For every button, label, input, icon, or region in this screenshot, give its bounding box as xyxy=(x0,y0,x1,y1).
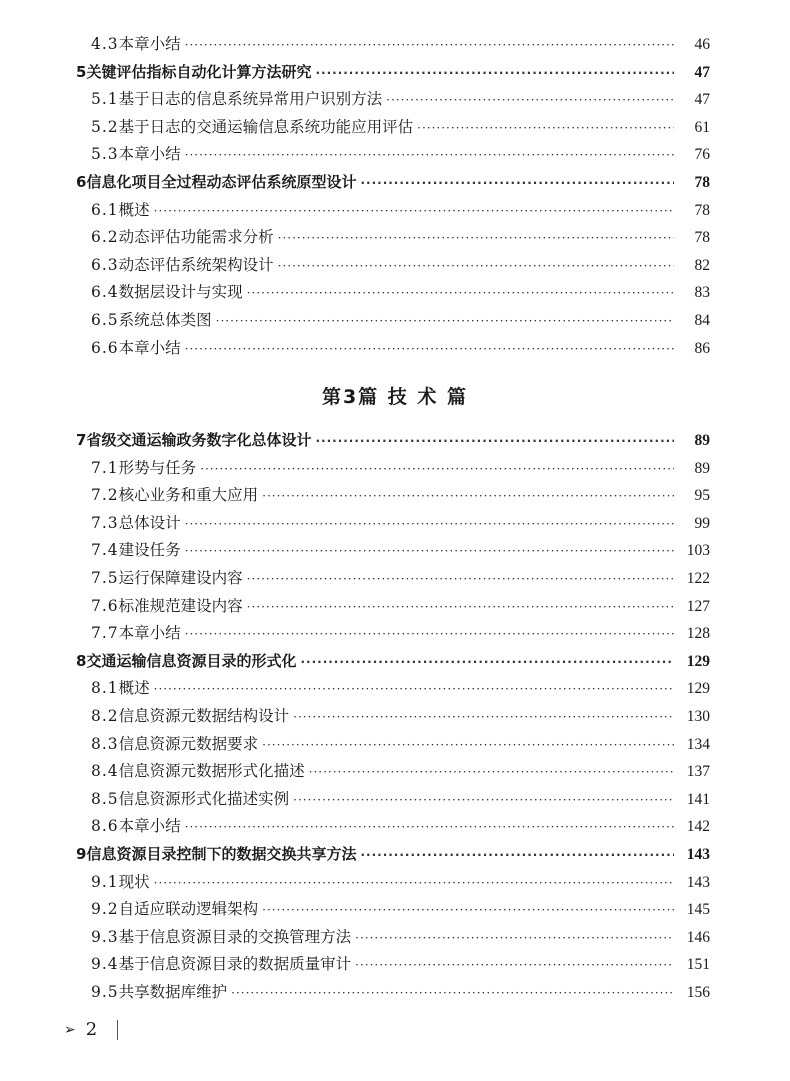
toc-entry-number: 7.1 xyxy=(91,458,119,477)
toc-section-entry[interactable] xyxy=(76,593,710,621)
folio-divider xyxy=(117,1020,118,1040)
toc-entry-number: 6 xyxy=(76,172,87,191)
dot-leader xyxy=(185,32,674,60)
toc-entry-page: 122 xyxy=(686,569,710,587)
toc-section-entry[interactable] xyxy=(76,307,710,335)
toc-entry-page: 89 xyxy=(694,432,710,449)
toc-entry-page: 141 xyxy=(686,790,710,808)
toc-entry-page: 78 xyxy=(694,229,710,247)
toc-entry-title: 标准规范建设内容 xyxy=(118,596,243,615)
toc-entry-number: 7.3 xyxy=(91,513,119,532)
toc-section-entry[interactable] xyxy=(76,114,710,142)
dot-leader xyxy=(185,511,674,539)
toc-entry-number: 7.2 xyxy=(91,486,119,505)
toc-entry-page: 127 xyxy=(686,597,710,615)
toc-section-entry[interactable] xyxy=(76,620,710,648)
toc-entry-title: 交通运输信息资源目录的形式化 xyxy=(86,651,297,670)
toc-entry-page: 84 xyxy=(694,311,710,329)
toc-entry-title: 现状 xyxy=(118,872,150,891)
toc-entry-number: 4.3 xyxy=(91,35,119,53)
toc-section-entry[interactable] xyxy=(76,455,710,483)
toc-entry-number: 8 xyxy=(76,651,87,670)
toc-entry-number: 9.5 xyxy=(91,982,119,1001)
toc-bottom-block xyxy=(76,427,710,1006)
dot-leader xyxy=(247,566,674,594)
toc-entry-title: 运行保障建设内容 xyxy=(118,568,243,587)
toc-entry-number: 9.1 xyxy=(91,872,119,891)
toc-section-entry[interactable] xyxy=(76,731,710,759)
toc-entry-number: 5.2 xyxy=(91,117,119,136)
toc-entry-number: 7.7 xyxy=(91,624,119,643)
toc-entry-number: 6.4 xyxy=(91,283,119,302)
toc-section-entry[interactable] xyxy=(76,197,710,225)
toc-entry-page: 130 xyxy=(686,707,710,725)
toc-entry-page: 143 xyxy=(686,845,710,863)
toc-entry-title: 概述 xyxy=(118,200,150,219)
toc-entry-page: 95 xyxy=(694,487,710,505)
toc-entry-number: 6.6 xyxy=(91,338,119,357)
toc-section-entry[interactable] xyxy=(76,510,710,538)
dot-leader xyxy=(185,621,674,649)
toc-entry-number: 5 xyxy=(76,62,87,81)
toc-entry-title: 信息资源形式化描述实例 xyxy=(118,789,290,808)
toc-chapter-entry[interactable] xyxy=(76,648,710,676)
toc-entry-title: 本章小结 xyxy=(118,624,181,643)
toc-section-entry[interactable] xyxy=(76,758,710,786)
toc-entry-title: 共享数据库维护 xyxy=(118,982,228,1001)
toc-entry-title: 基于信息资源目录的数据质量审计 xyxy=(118,955,352,974)
dot-leader xyxy=(278,225,674,253)
dot-leader xyxy=(216,308,674,336)
dot-leader xyxy=(154,870,674,898)
folio-page-number: 2 xyxy=(85,1019,98,1040)
toc-entry-title: 本章小结 xyxy=(118,35,181,53)
toc-entry-title: 信息资源元数据形式化描述 xyxy=(118,762,305,781)
toc-section-entry[interactable] xyxy=(76,675,710,703)
dot-leader xyxy=(200,456,674,484)
dot-leader xyxy=(247,280,674,308)
toc-entry-title: 信息化项目全过程动态评估系统原型设计 xyxy=(86,172,357,191)
toc-entry-title: 概述 xyxy=(118,679,150,698)
toc-entry-number: 8.2 xyxy=(91,706,119,725)
toc-entry-number: 6.2 xyxy=(91,228,119,247)
toc-chapter-entry[interactable] xyxy=(76,841,710,869)
toc-entry-page: 151 xyxy=(686,956,710,974)
toc-section-entry[interactable] xyxy=(76,31,710,59)
toc-entry-title: 系统总体类图 xyxy=(118,310,212,329)
toc-entry-page: 46 xyxy=(694,36,710,53)
toc-section-entry[interactable] xyxy=(76,869,710,897)
toc-entry-number: 9.2 xyxy=(91,900,119,919)
toc-chapter-entry[interactable] xyxy=(76,59,710,87)
toc-entry-title: 形势与任务 xyxy=(118,458,197,477)
toc-entry-page: 145 xyxy=(686,901,710,919)
dot-leader xyxy=(386,87,674,115)
dot-leader xyxy=(154,198,674,226)
dot-leader xyxy=(185,538,674,566)
toc-entry-page: 99 xyxy=(694,514,710,532)
toc-section-entry[interactable] xyxy=(76,141,710,169)
toc-entry-title: 本章小结 xyxy=(118,817,181,836)
toc-entry-number: 8.4 xyxy=(91,762,119,781)
toc-entry-page: 143 xyxy=(686,873,710,891)
toc-entry-title: 本章小结 xyxy=(118,145,181,164)
toc-entry-title: 关键评估指标自动化计算方法研究 xyxy=(86,62,312,81)
toc-entry-title: 动态评估功能需求分析 xyxy=(118,228,274,247)
folio xyxy=(64,1019,118,1040)
toc-entry-title: 基于信息资源目录的交换管理方法 xyxy=(118,927,352,946)
toc-entry-number: 7 xyxy=(76,431,87,449)
toc-entry-title: 基于日志的交通运输信息系统功能应用评估 xyxy=(118,117,414,136)
toc-section-entry[interactable] xyxy=(76,813,710,841)
dot-leader xyxy=(278,253,674,281)
dot-leader xyxy=(185,336,674,364)
toc-entry-page: 47 xyxy=(694,63,710,81)
dot-leader xyxy=(360,170,674,198)
toc-entry-page: 129 xyxy=(686,680,710,698)
toc-entry-title: 建设任务 xyxy=(118,541,181,560)
toc-entry-title: 核心业务和重大应用 xyxy=(118,486,259,505)
dot-leader xyxy=(293,704,674,732)
toc-entry-page: 76 xyxy=(694,146,710,164)
toc-top-block xyxy=(76,31,710,362)
toc-entry-number: 8.1 xyxy=(91,679,119,698)
toc-entry-title: 基于日志的信息系统异常用户识别方法 xyxy=(118,90,383,109)
dot-leader xyxy=(185,814,674,842)
toc-section-entry[interactable] xyxy=(76,951,710,979)
dot-leader xyxy=(315,60,674,88)
toc-section-entry[interactable] xyxy=(76,335,710,363)
toc-section-entry[interactable] xyxy=(76,482,710,510)
dot-leader xyxy=(300,649,674,677)
toc-section-entry[interactable] xyxy=(76,224,710,252)
toc-entry-number: 5.1 xyxy=(91,90,119,109)
toc-section-entry[interactable] xyxy=(76,252,710,280)
toc-entry-title: 信息资源元数据要求 xyxy=(118,734,259,753)
toc-entry-page: 78 xyxy=(694,201,710,219)
dot-leader xyxy=(154,676,674,704)
toc-entry-page: 89 xyxy=(694,459,710,477)
toc-entry-page: 137 xyxy=(686,763,710,781)
toc-section-entry[interactable] xyxy=(76,537,710,565)
toc-entry-number: 5.3 xyxy=(91,145,119,164)
toc-entry-number: 6.3 xyxy=(91,255,119,274)
dot-leader xyxy=(262,732,674,760)
toc-entry-title: 信息资源目录控制下的数据交换共享方法 xyxy=(86,844,357,863)
toc-section-entry[interactable] xyxy=(76,703,710,731)
toc-entry-number: 7.5 xyxy=(91,568,119,587)
toc-entry-title: 动态评估系统架构设计 xyxy=(118,255,274,274)
toc-entry-title: 本章小结 xyxy=(118,338,181,357)
dot-leader xyxy=(355,952,674,980)
toc-entry-page: 86 xyxy=(694,339,710,357)
toc-entry-title: 信息资源元数据结构设计 xyxy=(118,706,290,725)
dot-leader xyxy=(247,594,674,622)
toc-entry-title: 自适应联动逻辑架构 xyxy=(118,900,259,919)
toc-section-entry[interactable] xyxy=(76,896,710,924)
toc-entry-page: 134 xyxy=(686,735,710,753)
toc-entry-page: 61 xyxy=(694,118,710,136)
dot-leader xyxy=(309,759,674,787)
toc-entry-page: 82 xyxy=(694,256,710,274)
toc-entry-title: 数据层设计与实现 xyxy=(118,283,243,302)
toc-entry-number: 8.6 xyxy=(91,817,119,836)
toc-section-entry[interactable] xyxy=(76,786,710,814)
toc-section-entry[interactable] xyxy=(76,279,710,307)
dot-leader xyxy=(262,483,674,511)
toc-section-entry[interactable] xyxy=(76,565,710,593)
toc-entry-number: 6.1 xyxy=(91,200,119,219)
toc-entry-number: 8.3 xyxy=(91,734,119,753)
toc-entry-page: 146 xyxy=(686,928,710,946)
toc-entry-page: 142 xyxy=(686,818,710,836)
toc-entry-number: 9.4 xyxy=(91,955,119,974)
part-heading: 第3篇 技 术 篇 xyxy=(321,386,469,408)
dot-leader xyxy=(262,897,674,925)
toc-chapter-entry[interactable] xyxy=(76,169,710,197)
toc-entry-number: 9 xyxy=(76,844,87,863)
dot-leader xyxy=(293,787,674,815)
toc-entry-page: 103 xyxy=(686,542,710,560)
toc-entry-number: 7.4 xyxy=(91,541,119,560)
toc-entry-number: 7.6 xyxy=(91,596,119,615)
dot-leader xyxy=(315,428,674,456)
dot-leader xyxy=(360,842,674,870)
toc-entry-page: 47 xyxy=(694,91,710,109)
dot-leader xyxy=(231,980,674,1008)
arrow-icon: ➢ xyxy=(64,1021,76,1038)
toc-entry-number: 6.5 xyxy=(91,310,119,329)
toc-entry-page: 128 xyxy=(686,625,710,643)
toc-entry-title: 总体设计 xyxy=(118,513,181,532)
toc-entry-page: 78 xyxy=(694,173,710,191)
toc-section-entry[interactable] xyxy=(76,924,710,952)
toc-section-entry[interactable] xyxy=(76,86,710,114)
dot-leader xyxy=(417,115,674,143)
toc-entry-page: 129 xyxy=(686,652,710,670)
toc-entry-number: 8.5 xyxy=(91,789,119,808)
toc-chapter-entry[interactable] xyxy=(76,427,710,455)
dot-leader xyxy=(355,925,674,953)
dot-leader xyxy=(185,142,674,170)
toc-entry-title: 省级交通运输政务数字化总体设计 xyxy=(86,431,312,449)
toc-entry-page: 83 xyxy=(694,284,710,302)
toc-section-entry[interactable] xyxy=(76,979,710,1007)
toc-entry-number: 9.3 xyxy=(91,927,119,946)
toc-entry-page: 156 xyxy=(686,983,710,1001)
